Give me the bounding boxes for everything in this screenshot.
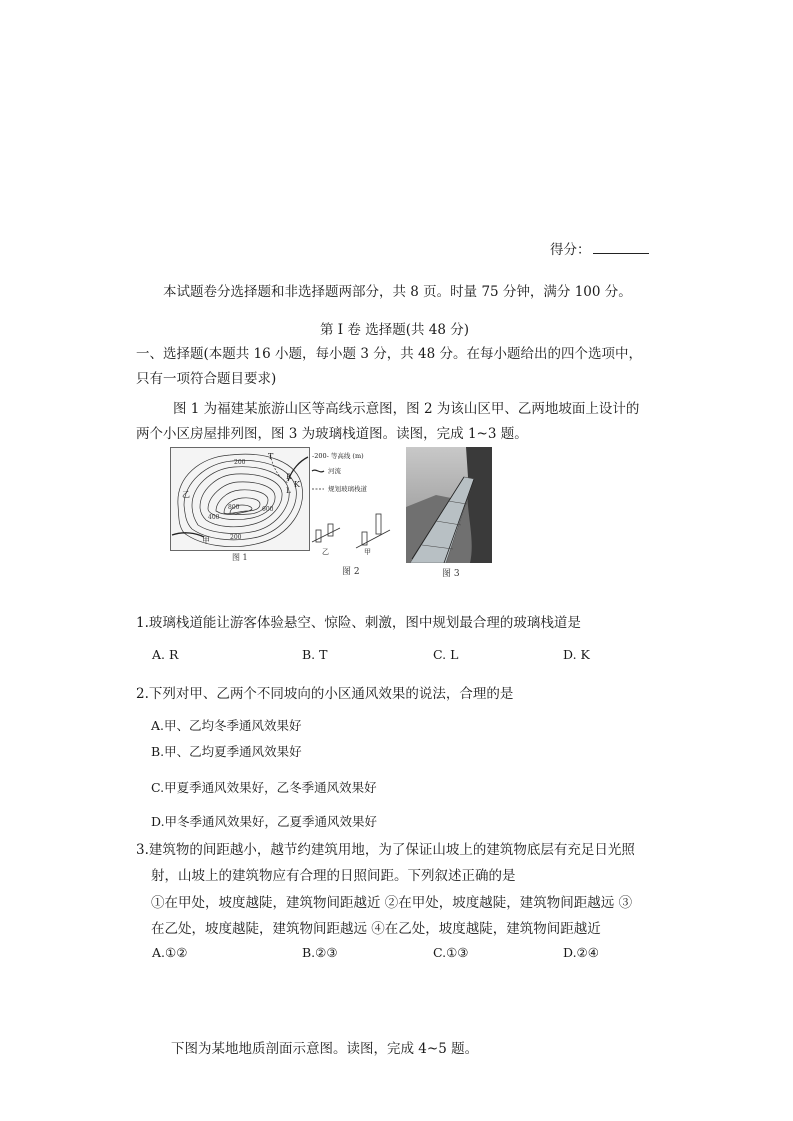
figure-3-caption: 图 3 — [442, 569, 460, 579]
question-2-stem: 2.下列对甲、乙两个不同坡向的小区通风效果的说法，合理的是 — [136, 686, 514, 702]
fig2-label-yi: 乙 — [322, 548, 329, 556]
legend-river: 河流 — [328, 467, 341, 475]
q3-option-a[interactable]: A.①② — [152, 945, 188, 960]
contour-label-200a: 200 — [234, 459, 246, 466]
score-field — [550, 238, 649, 258]
q2-option-a[interactable]: A.甲、乙均冬季通风效果好 — [151, 718, 302, 733]
passage1-line1: 图 1 为福建某旅游山区等高线示意图，图 2 为该山区甲、乙两地坡面上设计的 — [173, 401, 640, 417]
question-3-stem-line2: 射，山坡上的建筑物应有合理的日照间距。下列叙述正确的是 — [151, 868, 516, 884]
label-K: K — [294, 480, 300, 489]
q3-option-b[interactable]: B.②③ — [302, 945, 338, 960]
figure-2-slope-housing — [310, 510, 398, 562]
score-label: 得分： — [550, 242, 591, 258]
question-3-stem-line4: 在乙处，坡度越陡，建筑物间距越远 ④在乙处，坡度越陡，建筑物间距越近 — [151, 921, 601, 937]
q3-option-d[interactable]: D.②④ — [563, 945, 599, 960]
legend-contour: -200- 等高线 (m) — [312, 452, 364, 460]
fig2-label-jia: 甲 — [364, 548, 371, 556]
q2-option-b[interactable]: B.甲、乙均夏季通风效果好 — [151, 744, 302, 759]
contour-label-600: 600 — [262, 506, 274, 513]
figure-2-caption: 图 2 — [342, 567, 360, 577]
section-title: 第 I 卷 选择题(共 48 分) — [320, 322, 470, 338]
figure-1-contour-map — [170, 447, 310, 562]
legend-trail: 规划玻璃栈道 — [328, 485, 367, 493]
q3-option-c[interactable]: C.①③ — [433, 945, 469, 960]
figure-3-photo — [406, 447, 492, 563]
figure-1-legend — [310, 449, 402, 499]
label-yi: 乙 — [182, 490, 190, 499]
q2-option-d[interactable]: D.甲冬季通风效果好，乙夏季通风效果好 — [151, 814, 378, 829]
question-1-stem: 1.玻璃栈道能让游客体验悬空、惊险、刺激，图中规划最合理的玻璃栈道是 — [136, 615, 581, 631]
section-heading-line2: 只有一项符合题目要求) — [136, 371, 277, 387]
q1-option-a[interactable]: A. R — [152, 647, 179, 662]
contour-label-400: 400 — [208, 514, 220, 521]
label-R: R — [286, 473, 292, 481]
contour-label-800: 800 — [228, 504, 240, 511]
contour-label-200b: 200 — [230, 534, 242, 541]
label-T: T — [268, 452, 274, 461]
q1-option-c[interactable]: C. L — [433, 647, 459, 662]
q2-option-c[interactable]: C.甲夏季通风效果好，乙冬季通风效果好 — [151, 780, 377, 795]
figure-1-caption: 图 1 — [232, 553, 248, 562]
q1-option-b[interactable]: B. T — [302, 647, 328, 662]
section-heading-line1: 一、选择题(本题共 16 小题，每小题 3 分，共 48 分。在每小题给出的四个选项中， — [136, 346, 642, 362]
label-jia: 甲 — [202, 536, 210, 545]
label-L: L — [286, 487, 291, 495]
exam-intro: 本试题卷分选择题和非选择题两部分，共 8 页。时量 75 分钟，满分 100 分。 — [163, 284, 632, 300]
q1-option-d[interactable]: D. K — [563, 647, 590, 662]
passage2: 下图为某地地质剖面示意图。读图，完成 4~5 题。 — [171, 1041, 479, 1057]
passage1-line2: 两个小区房屋排列图，图 3 为玻璃栈道图。读图，完成 1~3 题。 — [136, 426, 528, 442]
score-blank[interactable] — [593, 241, 649, 254]
question-3-stem-line3: ①在甲处，坡度越陡，建筑物间距越近 ②在甲处，坡度越陡，建筑物间距越远 ③ — [151, 895, 633, 911]
question-3-stem-line1: 3.建筑物的间距越小，越节约建筑用地，为了保证山坡上的建筑物底层有充足日光照 — [136, 842, 635, 858]
